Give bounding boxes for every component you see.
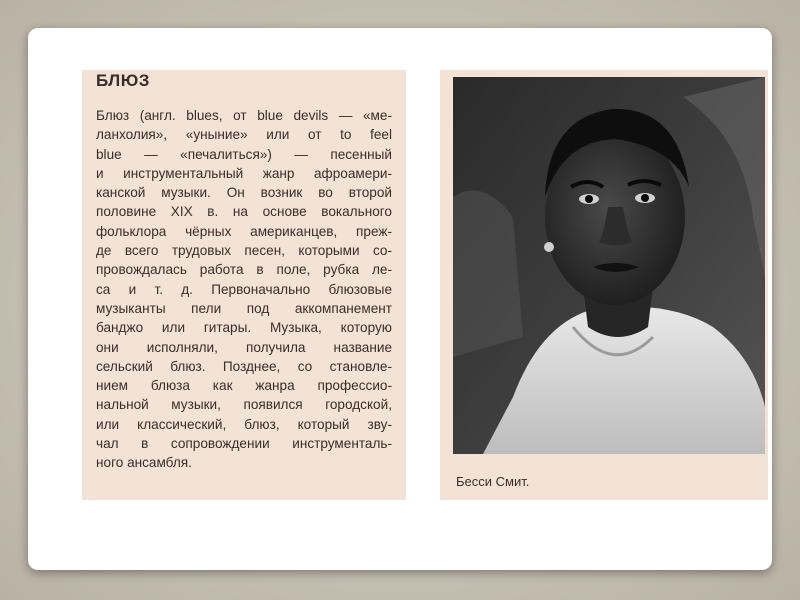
article-line: ланхолия», «уныние» или от to feel xyxy=(96,127,392,143)
article-line: провождалась работа в поле, рубка ле- xyxy=(96,262,392,278)
photo-caption: Бесси Смит. xyxy=(456,474,530,489)
article-line: банджо или гитары. Музыка, которую xyxy=(96,320,392,336)
article-heading: БЛЮЗ xyxy=(96,71,150,90)
article-line: blue — «печалиться») — песенный xyxy=(96,146,392,162)
article-line: канской музыки. Он возник во второй xyxy=(96,185,392,201)
article-line: и инструментальный жанр афроамери- xyxy=(96,165,392,181)
article-line: фольклора чёрных американцев, преж- xyxy=(96,223,392,239)
article-line: или классический, блюз, который зву- xyxy=(96,416,392,432)
article-line: нием блюза как жанра профессио- xyxy=(96,378,392,394)
article-line: нальной музыки, появился городской, xyxy=(96,397,392,413)
article-line: музыканты пели под аккомпанемент xyxy=(96,300,392,316)
article-body xyxy=(96,106,392,473)
article-line: чал в сопровождении инструменталь- xyxy=(96,436,392,452)
article-line: де всего трудовых песен, которыми со- xyxy=(96,243,392,259)
portrait-photo xyxy=(453,77,765,454)
article-line: сельский блюз. Позднее, со становле- xyxy=(96,358,392,374)
article-line: они исполняли, получила название xyxy=(96,339,392,355)
article-line: са и т. д. Первоначально блюзовые xyxy=(96,281,392,297)
article-line: половине XIX в. на основе вокального xyxy=(96,204,392,220)
article-line: Блюз (англ. blues, от blue devils — «ме- xyxy=(96,108,392,123)
article-line: ного ансамбля. xyxy=(96,455,192,471)
